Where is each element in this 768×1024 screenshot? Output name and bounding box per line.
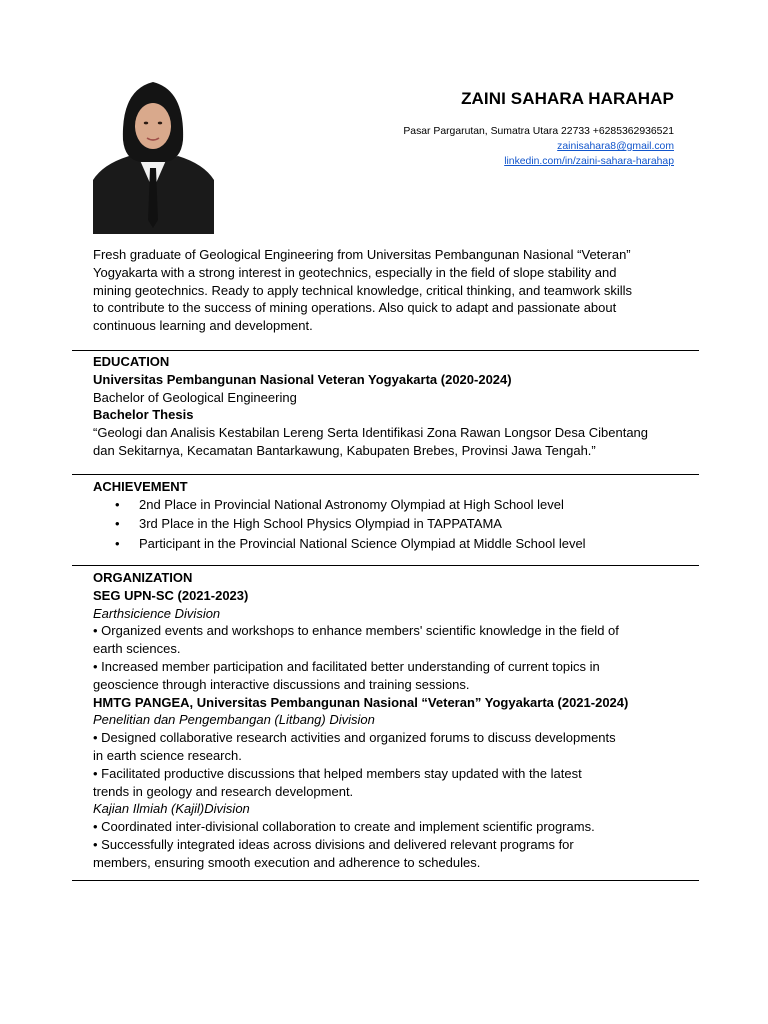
organization-point: • Increased member participation and facilitated better understanding of current topics in <box>93 658 600 674</box>
achievement-section <box>93 478 693 553</box>
organization-point: members, ensuring smooth execution and adherence to schedules. <box>93 854 481 870</box>
profile-summary <box>93 246 683 335</box>
section-divider <box>72 880 699 881</box>
organization-division: Penelitian dan Pengembangan (Litbang) Division <box>93 712 375 728</box>
list-item: • Participant in the Provincial National Science Olympiad at Middle School level <box>93 534 693 553</box>
summary-line: continuous learning and development. <box>93 318 313 334</box>
organization-division: Earthsicience Division <box>93 605 221 621</box>
summary-line: mining geotechnics. Ready to apply technical knowledge, critical thinking, and teamwork skills <box>93 282 633 298</box>
organization-division: Kajian Ilmiah (Kajil)Division <box>93 801 250 817</box>
organization-point: • Successfully integrated ideas across divisions and delivered relevant programs for <box>93 836 574 852</box>
achievement-list <box>93 495 693 553</box>
organization-section <box>93 569 693 872</box>
organization-point: • Organized events and workshops to enhance members' scientific knowledge in the field of <box>93 623 619 639</box>
address-phone: Pasar Pargarutan, Sumatra Utara 22733 +6285362936521 <box>403 126 674 137</box>
section-divider <box>72 350 699 351</box>
section-heading: ACHIEVEMENT <box>93 479 188 494</box>
list-item: • 3rd Place in the High School Physics Olympiad in TAPPATAMA <box>93 514 693 533</box>
summary-line: Yogyakarta with a strong interest in geotechnics, especially in the field of slope stability and <box>93 264 617 280</box>
education-section <box>93 353 693 460</box>
candidate-name: ZAINI SAHARA HARAHAP <box>461 89 674 108</box>
organization-point: earth sciences. <box>93 641 181 657</box>
organization-point: trends in geology and research development. <box>93 783 354 799</box>
organization-name: SEG UPN-SC (2021-2023) <box>93 587 249 603</box>
organization-point: geoscience through interactive discussions and training sessions. <box>93 676 470 692</box>
organization-point: • Coordinated inter-divisional collaboration to create and implement scientific programs. <box>93 819 595 835</box>
email-link[interactable]: zainisahara8@gmail.com <box>557 141 674 152</box>
summary-line: Fresh graduate of Geological Engineering from Universitas Pembangunan Nasional “Veteran” <box>93 247 631 262</box>
section-heading: ORGANIZATION <box>93 570 193 585</box>
contact-info <box>403 124 674 169</box>
profile-photo <box>93 80 214 234</box>
organization-point: in earth science research. <box>93 747 242 763</box>
thesis-label: Bachelor Thesis <box>93 407 194 423</box>
organization-point: • Designed collaborative research activities and organized forums to discuss developments <box>93 730 616 746</box>
thesis-title-line: “Geologi dan Analisis Kestabilan Lereng Serta Identifikasi Zona Rawan Longsor Desa Cibentang <box>93 425 649 441</box>
education-degree: Bachelor of Geological Engineering <box>93 389 297 405</box>
section-divider <box>72 565 699 566</box>
thesis-title-line: dan Sekitarnya, Kecamatan Bantarkawung, Kabupaten Brebes, Provinsi Jawa Tengah.” <box>93 442 596 458</box>
linkedin-link[interactable]: linkedin.com/in/zaini-sahara-harahap <box>504 156 674 167</box>
list-item: • 2nd Place in Provincial National Astronomy Olympiad at High School level <box>93 495 693 514</box>
summary-line: to contribute to the success of mining operations. Also quick to adapt and passionate about <box>93 300 617 316</box>
organization-point: • Facilitated productive discussions that helped members stay updated with the latest <box>93 765 582 781</box>
organization-name: HMTG PANGEA, Universitas Pembangunan Nasional “Veteran” Yogyakarta (2021-2024) <box>93 694 629 710</box>
education-institution: Universitas Pembangunan Nasional Veteran Yogyakarta (2020-2024) <box>93 371 512 387</box>
section-heading: EDUCATION <box>93 354 170 369</box>
section-divider <box>72 474 699 475</box>
